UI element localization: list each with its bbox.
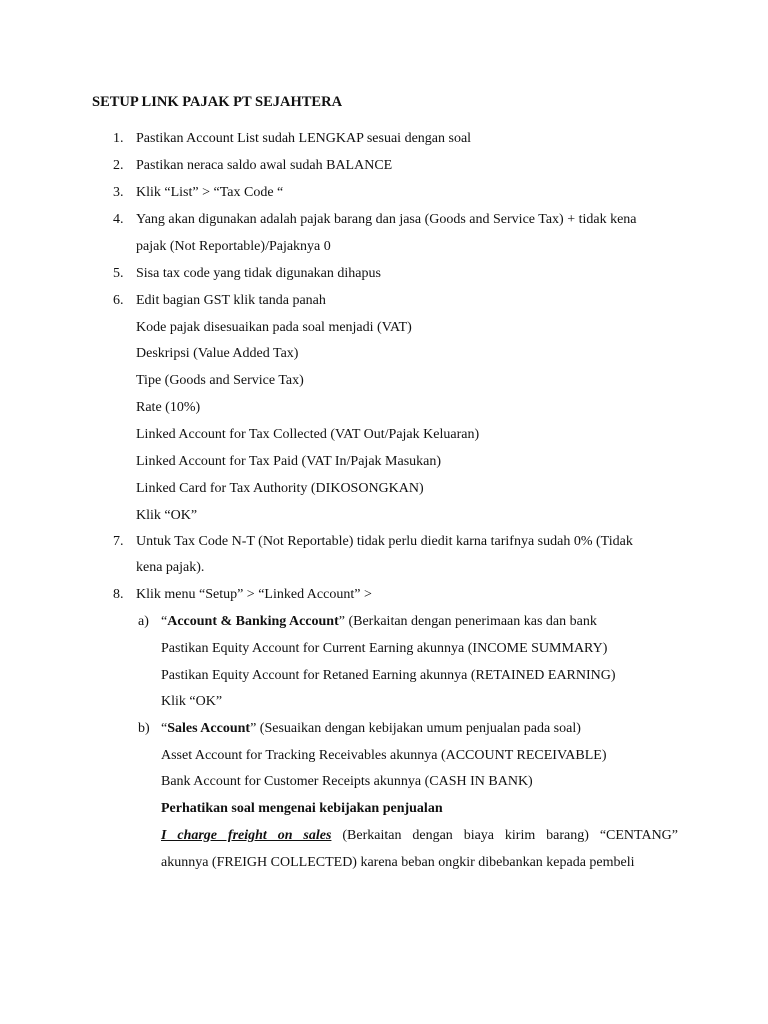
list-number: 1. <box>113 131 124 146</box>
document-title: SETUP LINK PAJAK PT SEJAHTERA <box>92 94 343 110</box>
detail-line: Klik “OK” <box>136 508 198 523</box>
sub-heading-bold: Sales Account <box>167 721 251 736</box>
sub-marker: a) <box>138 614 149 629</box>
list-number: 4. <box>113 212 124 227</box>
sub-heading-a <box>161 613 597 631</box>
list-number: 7. <box>113 534 124 549</box>
list-item-text: Klik “List” > “Tax Code “ <box>136 185 284 200</box>
list-item-text: Klik menu “Setup” > “Linked Account” > <box>136 587 372 602</box>
list-item-text-continued: kena pajak). <box>136 560 205 575</box>
open-quote: “ <box>161 614 168 629</box>
list-item-text: Pastikan Account List sudah LENGKAP sesuai dengan soal <box>136 131 472 146</box>
detail-line: Asset Account for Tracking Receivables akunnya (ACCOUNT RECEIVABLE) <box>161 748 607 763</box>
detail-line: Linked Account for Tax Paid (VAT In/Pajak Masukan) <box>136 454 442 469</box>
detail-line: Klik “OK” <box>161 694 223 709</box>
detail-line: Linked Card for Tax Authority (DIKOSONGKAN) <box>136 481 424 496</box>
list-number: 8. <box>113 587 124 602</box>
list-item-text: Untuk Tax Code N-T (Not Reportable) tidak perlu diedit karna tarifnya sudah 0% (Tidak <box>136 534 633 549</box>
list-item-text-continued: pajak (Not Reportable)/Pajaknya 0 <box>136 239 331 254</box>
list-number: 6. <box>113 293 124 308</box>
detail-line: Bank Account for Customer Receipts akunnya (CASH IN BANK) <box>161 774 533 789</box>
freight-line <box>161 827 678 845</box>
freight-rest: (Berkaitan dengan biaya kirim barang) “CENTANG” <box>342 828 679 843</box>
detail-line: Rate (10%) <box>136 400 201 415</box>
list-item-text: Sisa tax code yang tidak digunakan dihapus <box>136 266 381 281</box>
list-number: 3. <box>113 185 124 200</box>
sub-heading-rest: ” (Sesuaikan dengan kebijakan umum penjualan pada soal) <box>250 721 581 736</box>
detail-line: Pastikan Equity Account for Current Earning akunnya (INCOME SUMMARY) <box>161 641 608 656</box>
detail-line: Kode pajak disesuaikan pada soal menjadi (VAT) <box>136 320 412 335</box>
sub-heading-bold: Account & Banking Account <box>167 614 339 629</box>
list-item-text: Yang akan digunakan adalah pajak barang dan jasa (Goods and Service Tax) + tidak kena <box>136 212 637 227</box>
sub-heading-b <box>161 720 581 738</box>
detail-line: Deskripsi (Value Added Tax) <box>136 346 299 361</box>
list-number: 2. <box>113 158 124 173</box>
list-number: 5. <box>113 266 124 281</box>
open-quote: “ <box>161 721 168 736</box>
detail-line: Linked Account for Tax Collected (VAT Out/Pajak Keluaran) <box>136 427 480 442</box>
sub-heading-rest: ” (Berkaitan dengan penerimaan kas dan bank <box>338 614 597 629</box>
detail-line: Tipe (Goods and Service Tax) <box>136 373 304 388</box>
policy-heading: Perhatikan soal mengenai kebijakan penjualan <box>161 801 443 816</box>
freight-line-continued: akunnya (FREIGH COLLECTED) karena beban ongkir dibebankan kepada pembeli <box>161 855 635 870</box>
list-item-text: Edit bagian GST klik tanda panah <box>136 293 326 308</box>
freight-label: I charge freight on sales <box>161 828 332 843</box>
list-item <box>113 130 124 148</box>
sub-marker: b) <box>138 721 150 736</box>
detail-line: Pastikan Equity Account for Retaned Earning akunnya (RETAINED EARNING) <box>161 668 616 683</box>
list-item-text: Pastikan neraca saldo awal sudah BALANCE <box>136 158 393 173</box>
